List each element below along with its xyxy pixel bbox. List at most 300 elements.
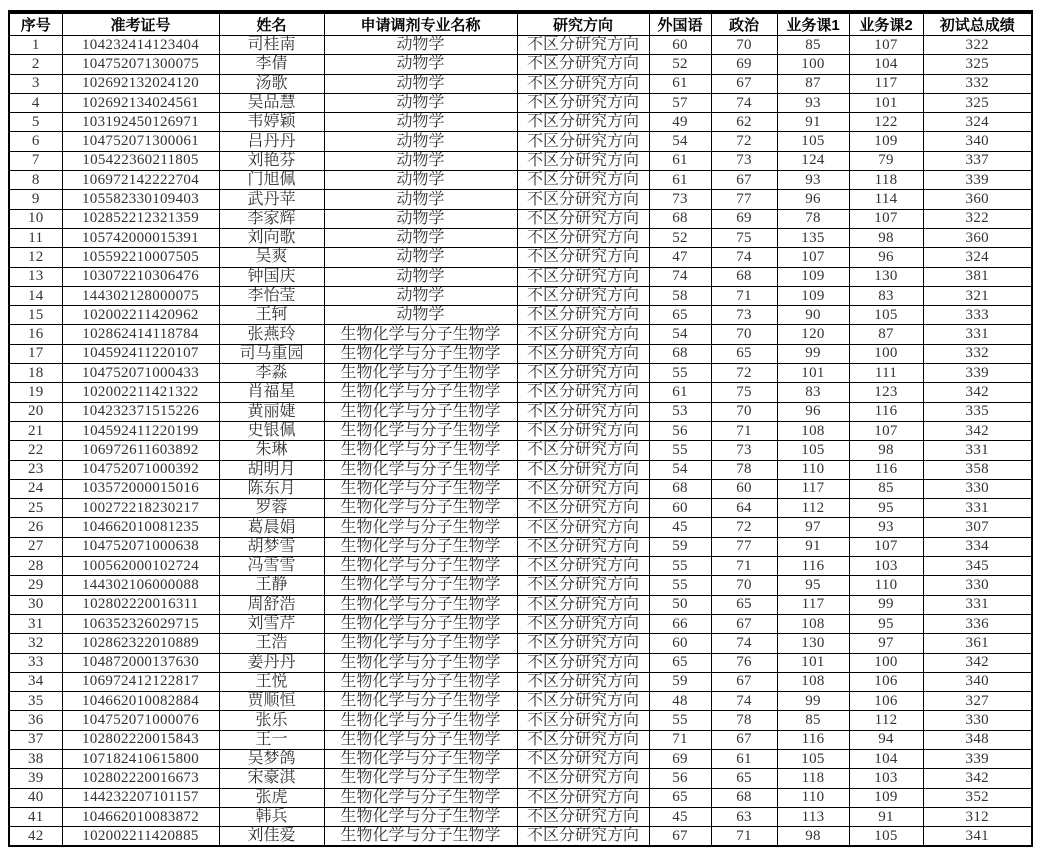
name-cell: 史银佩 — [219, 421, 324, 440]
exam-id-cell: 104752071000392 — [62, 460, 219, 479]
score-foreign-lang-cell: 52 — [649, 55, 711, 74]
major-cell: 生物化学与分子生物学 — [324, 421, 517, 440]
exam-id-cell: 106972611603892 — [62, 441, 219, 460]
score-course1-cell: 96 — [777, 402, 849, 421]
total-score-cell: 307 — [923, 518, 1032, 537]
score-course2-cell: 105 — [849, 827, 923, 846]
score-course2-cell: 79 — [849, 151, 923, 170]
total-score-cell: 341 — [923, 827, 1032, 846]
header-row — [9, 12, 1032, 36]
score-course1-cell: 108 — [777, 672, 849, 691]
score-course2-cell: 122 — [849, 113, 923, 132]
header-politics: 政治 — [711, 12, 777, 36]
exam-id-cell: 102002211421322 — [62, 383, 219, 402]
score-course1-cell: 83 — [777, 383, 849, 402]
exam-id-cell: 105582330109403 — [62, 190, 219, 209]
exam-id-cell: 144302106000088 — [62, 576, 219, 595]
total-score-cell: 331 — [923, 325, 1032, 344]
major-cell: 动物学 — [324, 209, 517, 228]
score-politics-cell: 69 — [711, 209, 777, 228]
total-score-cell: 330 — [923, 479, 1032, 498]
score-course2-cell: 112 — [849, 711, 923, 730]
name-cell: 刘向歌 — [219, 228, 324, 247]
row-number-cell: 9 — [9, 190, 62, 209]
row-number-cell: 8 — [9, 171, 62, 190]
exam-id-cell: 102692132024120 — [62, 74, 219, 93]
major-cell: 生物化学与分子生物学 — [324, 537, 517, 556]
score-foreign-lang-cell: 65 — [649, 788, 711, 807]
table-row — [9, 730, 1032, 749]
score-course1-cell: 78 — [777, 209, 849, 228]
major-cell: 生物化学与分子生物学 — [324, 614, 517, 633]
major-cell: 动物学 — [324, 132, 517, 151]
score-foreign-lang-cell: 59 — [649, 672, 711, 691]
name-cell: 罗蓉 — [219, 499, 324, 518]
score-table-header — [9, 12, 1032, 36]
major-cell: 生物化学与分子生物学 — [324, 344, 517, 363]
name-cell: 李家辉 — [219, 209, 324, 228]
score-course2-cell: 83 — [849, 286, 923, 305]
name-cell: 刘雪芹 — [219, 614, 324, 633]
table-row — [9, 209, 1032, 228]
score-foreign-lang-cell: 61 — [649, 383, 711, 402]
score-course2-cell: 98 — [849, 441, 923, 460]
score-course1-cell: 90 — [777, 306, 849, 325]
row-number-cell: 12 — [9, 248, 62, 267]
direction-cell: 不区分研究方向 — [517, 595, 649, 614]
major-cell: 生物化学与分子生物学 — [324, 460, 517, 479]
exam-id-cell: 104232414123404 — [62, 36, 219, 55]
score-foreign-lang-cell: 55 — [649, 711, 711, 730]
name-cell: 姜丹丹 — [219, 653, 324, 672]
score-course2-cell: 107 — [849, 36, 923, 55]
total-score-cell: 321 — [923, 286, 1032, 305]
score-foreign-lang-cell: 56 — [649, 769, 711, 788]
name-cell: 李淼 — [219, 364, 324, 383]
major-cell: 动物学 — [324, 93, 517, 112]
score-course1-cell: 96 — [777, 190, 849, 209]
major-cell: 生物化学与分子生物学 — [324, 479, 517, 498]
major-cell: 动物学 — [324, 36, 517, 55]
direction-cell: 不区分研究方向 — [517, 634, 649, 653]
major-cell: 生物化学与分子生物学 — [324, 653, 517, 672]
row-number-cell: 1 — [9, 36, 62, 55]
direction-cell: 不区分研究方向 — [517, 113, 649, 132]
name-cell: 汤歌 — [219, 74, 324, 93]
score-foreign-lang-cell: 48 — [649, 692, 711, 711]
score-politics-cell: 64 — [711, 499, 777, 518]
name-cell: 胡梦雪 — [219, 537, 324, 556]
score-politics-cell: 78 — [711, 460, 777, 479]
row-number-cell: 7 — [9, 151, 62, 170]
name-cell: 刘艳芬 — [219, 151, 324, 170]
major-cell: 生物化学与分子生物学 — [324, 325, 517, 344]
name-cell: 周舒浩 — [219, 595, 324, 614]
total-score-cell: 312 — [923, 807, 1032, 826]
direction-cell: 不区分研究方向 — [517, 383, 649, 402]
score-foreign-lang-cell: 65 — [649, 653, 711, 672]
score-course2-cell: 85 — [849, 479, 923, 498]
direction-cell: 不区分研究方向 — [517, 248, 649, 267]
row-number-cell: 38 — [9, 749, 62, 768]
score-politics-cell: 67 — [711, 614, 777, 633]
direction-cell: 不区分研究方向 — [517, 827, 649, 846]
score-course2-cell: 98 — [849, 228, 923, 247]
total-score-cell: 342 — [923, 653, 1032, 672]
direction-cell: 不区分研究方向 — [517, 576, 649, 595]
score-course1-cell: 100 — [777, 55, 849, 74]
score-course2-cell: 96 — [849, 248, 923, 267]
score-foreign-lang-cell: 71 — [649, 730, 711, 749]
row-number-cell: 14 — [9, 286, 62, 305]
score-course1-cell: 117 — [777, 595, 849, 614]
total-score-cell: 342 — [923, 421, 1032, 440]
name-cell: 贾顺恒 — [219, 692, 324, 711]
row-number-cell: 34 — [9, 672, 62, 691]
exam-id-cell: 102852212321359 — [62, 209, 219, 228]
score-politics-cell: 71 — [711, 557, 777, 576]
score-course2-cell: 114 — [849, 190, 923, 209]
row-number-cell: 30 — [9, 595, 62, 614]
name-cell: 吴爽 — [219, 248, 324, 267]
name-cell: 司桂南 — [219, 36, 324, 55]
table-row — [9, 171, 1032, 190]
score-course1-cell: 87 — [777, 74, 849, 93]
major-cell: 生物化学与分子生物学 — [324, 807, 517, 826]
score-course2-cell: 104 — [849, 55, 923, 74]
score-course2-cell: 100 — [849, 344, 923, 363]
table-row — [9, 93, 1032, 112]
major-cell: 动物学 — [324, 74, 517, 93]
direction-cell: 不区分研究方向 — [517, 692, 649, 711]
table-row — [9, 364, 1032, 383]
exam-id-cell: 104662010081235 — [62, 518, 219, 537]
name-cell: 吴品慧 — [219, 93, 324, 112]
score-politics-cell: 78 — [711, 711, 777, 730]
total-score-cell: 360 — [923, 228, 1032, 247]
name-cell: 韩兵 — [219, 807, 324, 826]
score-foreign-lang-cell: 68 — [649, 209, 711, 228]
name-cell: 吴梦鸽 — [219, 749, 324, 768]
table-row — [9, 769, 1032, 788]
total-score-cell: 322 — [923, 36, 1032, 55]
total-score-cell: 381 — [923, 267, 1032, 286]
name-cell: 吕丹丹 — [219, 132, 324, 151]
table-row — [9, 827, 1032, 846]
row-number-cell: 31 — [9, 614, 62, 633]
major-cell: 动物学 — [324, 286, 517, 305]
major-cell: 动物学 — [324, 228, 517, 247]
score-course1-cell: 130 — [777, 634, 849, 653]
table-row — [9, 306, 1032, 325]
table-row — [9, 460, 1032, 479]
row-number-cell: 22 — [9, 441, 62, 460]
direction-cell: 不区分研究方向 — [517, 267, 649, 286]
total-score-cell: 339 — [923, 171, 1032, 190]
score-course2-cell: 106 — [849, 692, 923, 711]
exam-id-cell: 102802220016311 — [62, 595, 219, 614]
table-row — [9, 441, 1032, 460]
total-score-cell: 325 — [923, 55, 1032, 74]
name-cell: 武丹苹 — [219, 190, 324, 209]
score-course1-cell: 105 — [777, 749, 849, 768]
table-row — [9, 788, 1032, 807]
score-politics-cell: 74 — [711, 692, 777, 711]
direction-cell: 不区分研究方向 — [517, 479, 649, 498]
total-score-cell: 348 — [923, 730, 1032, 749]
exam-id-cell: 102692134024561 — [62, 93, 219, 112]
header-exam-id: 准考证号 — [62, 12, 219, 36]
score-foreign-lang-cell: 54 — [649, 325, 711, 344]
direction-cell: 不区分研究方向 — [517, 344, 649, 363]
score-course1-cell: 101 — [777, 653, 849, 672]
total-score-cell: 339 — [923, 749, 1032, 768]
score-foreign-lang-cell: 66 — [649, 614, 711, 633]
score-course1-cell: 99 — [777, 692, 849, 711]
score-politics-cell: 60 — [711, 479, 777, 498]
major-cell: 生物化学与分子生物学 — [324, 402, 517, 421]
table-row — [9, 672, 1032, 691]
direction-cell: 不区分研究方向 — [517, 364, 649, 383]
score-foreign-lang-cell: 53 — [649, 402, 711, 421]
name-cell: 黄丽婕 — [219, 402, 324, 421]
score-course2-cell: 101 — [849, 93, 923, 112]
major-cell: 生物化学与分子生物学 — [324, 383, 517, 402]
score-foreign-lang-cell: 47 — [649, 248, 711, 267]
table-row — [9, 113, 1032, 132]
major-cell: 动物学 — [324, 267, 517, 286]
row-number-cell: 24 — [9, 479, 62, 498]
score-politics-cell: 72 — [711, 364, 777, 383]
exam-id-cell: 104752071000638 — [62, 537, 219, 556]
exam-id-cell: 106972142222704 — [62, 171, 219, 190]
name-cell: 张乐 — [219, 711, 324, 730]
score-course2-cell: 107 — [849, 209, 923, 228]
score-course1-cell: 98 — [777, 827, 849, 846]
exam-id-cell: 100562000102724 — [62, 557, 219, 576]
score-politics-cell: 65 — [711, 769, 777, 788]
score-course2-cell: 130 — [849, 267, 923, 286]
score-foreign-lang-cell: 68 — [649, 479, 711, 498]
direction-cell: 不区分研究方向 — [517, 653, 649, 672]
exam-id-cell: 105592210007505 — [62, 248, 219, 267]
row-number-cell: 23 — [9, 460, 62, 479]
score-politics-cell: 72 — [711, 132, 777, 151]
direction-cell: 不区分研究方向 — [517, 93, 649, 112]
score-course2-cell: 107 — [849, 537, 923, 556]
direction-cell: 不区分研究方向 — [517, 421, 649, 440]
table-row — [9, 325, 1032, 344]
name-cell: 宋豪淇 — [219, 769, 324, 788]
total-score-cell: 361 — [923, 634, 1032, 653]
score-course2-cell: 99 — [849, 595, 923, 614]
score-course2-cell: 118 — [849, 171, 923, 190]
score-course1-cell: 135 — [777, 228, 849, 247]
exam-id-cell: 102862414118784 — [62, 325, 219, 344]
row-number-cell: 40 — [9, 788, 62, 807]
exam-id-cell: 102002211420962 — [62, 306, 219, 325]
score-foreign-lang-cell: 61 — [649, 74, 711, 93]
exam-id-cell: 104752071000433 — [62, 364, 219, 383]
exam-id-cell: 104872000137630 — [62, 653, 219, 672]
name-cell: 王悦 — [219, 672, 324, 691]
header-name: 姓名 — [219, 12, 324, 36]
header-foreign-lang: 外国语 — [649, 12, 711, 36]
name-cell: 葛晨娟 — [219, 518, 324, 537]
direction-cell: 不区分研究方向 — [517, 672, 649, 691]
direction-cell: 不区分研究方向 — [517, 402, 649, 421]
direction-cell: 不区分研究方向 — [517, 499, 649, 518]
score-politics-cell: 70 — [711, 325, 777, 344]
exam-id-cell: 104592411220199 — [62, 421, 219, 440]
direction-cell: 不区分研究方向 — [517, 537, 649, 556]
score-table-body — [9, 36, 1032, 846]
score-course1-cell: 93 — [777, 171, 849, 190]
table-row — [9, 228, 1032, 247]
score-foreign-lang-cell: 49 — [649, 113, 711, 132]
header-course1: 业务课1 — [777, 12, 849, 36]
score-politics-cell: 74 — [711, 93, 777, 112]
direction-cell: 不区分研究方向 — [517, 55, 649, 74]
score-politics-cell: 65 — [711, 595, 777, 614]
total-score-cell: 331 — [923, 595, 1032, 614]
exam-id-cell: 107182410615800 — [62, 749, 219, 768]
score-foreign-lang-cell: 68 — [649, 344, 711, 363]
direction-cell: 不区分研究方向 — [517, 190, 649, 209]
score-course1-cell: 120 — [777, 325, 849, 344]
table-row — [9, 267, 1032, 286]
score-politics-cell: 73 — [711, 441, 777, 460]
name-cell: 胡明月 — [219, 460, 324, 479]
table-row — [9, 653, 1032, 672]
table-row — [9, 36, 1032, 55]
score-course1-cell: 109 — [777, 267, 849, 286]
exam-id-cell: 104232371515226 — [62, 402, 219, 421]
table-row — [9, 749, 1032, 768]
exam-id-cell: 104752071300061 — [62, 132, 219, 151]
header-direction: 研究方向 — [517, 12, 649, 36]
score-politics-cell: 71 — [711, 827, 777, 846]
score-course2-cell: 94 — [849, 730, 923, 749]
score-course1-cell: 105 — [777, 441, 849, 460]
direction-cell: 不区分研究方向 — [517, 460, 649, 479]
name-cell: 王静 — [219, 576, 324, 595]
major-cell: 动物学 — [324, 248, 517, 267]
direction-cell: 不区分研究方向 — [517, 228, 649, 247]
score-course1-cell: 124 — [777, 151, 849, 170]
score-course2-cell: 103 — [849, 557, 923, 576]
score-course1-cell: 118 — [777, 769, 849, 788]
total-score-cell: 360 — [923, 190, 1032, 209]
name-cell: 张燕玲 — [219, 325, 324, 344]
table-row — [9, 286, 1032, 305]
direction-cell: 不区分研究方向 — [517, 788, 649, 807]
score-course2-cell: 111 — [849, 364, 923, 383]
score-course2-cell: 110 — [849, 576, 923, 595]
score-politics-cell: 63 — [711, 807, 777, 826]
row-number-cell: 4 — [9, 93, 62, 112]
score-course2-cell: 123 — [849, 383, 923, 402]
total-score-cell: 345 — [923, 557, 1032, 576]
total-score-cell: 336 — [923, 614, 1032, 633]
score-course2-cell: 109 — [849, 788, 923, 807]
score-foreign-lang-cell: 61 — [649, 171, 711, 190]
row-number-cell: 35 — [9, 692, 62, 711]
score-politics-cell: 71 — [711, 421, 777, 440]
score-foreign-lang-cell: 45 — [649, 518, 711, 537]
table-row — [9, 479, 1032, 498]
row-number-cell: 19 — [9, 383, 62, 402]
score-foreign-lang-cell: 52 — [649, 228, 711, 247]
name-cell: 王轲 — [219, 306, 324, 325]
score-politics-cell: 69 — [711, 55, 777, 74]
header-major: 申请调剂专业名称 — [324, 12, 517, 36]
name-cell: 刘佳爱 — [219, 827, 324, 846]
total-score-cell: 340 — [923, 132, 1032, 151]
table-row — [9, 55, 1032, 74]
table-row — [9, 807, 1032, 826]
score-course2-cell: 91 — [849, 807, 923, 826]
exam-id-cell: 106972412122817 — [62, 672, 219, 691]
exam-id-cell: 102802220015843 — [62, 730, 219, 749]
exam-id-cell: 100272218230217 — [62, 499, 219, 518]
direction-cell: 不区分研究方向 — [517, 807, 649, 826]
score-foreign-lang-cell: 59 — [649, 537, 711, 556]
score-course2-cell: 100 — [849, 653, 923, 672]
major-cell: 生物化学与分子生物学 — [324, 711, 517, 730]
score-politics-cell: 76 — [711, 653, 777, 672]
score-politics-cell: 67 — [711, 74, 777, 93]
row-number-cell: 2 — [9, 55, 62, 74]
direction-cell: 不区分研究方向 — [517, 325, 649, 344]
total-score-cell: 352 — [923, 788, 1032, 807]
score-course1-cell: 85 — [777, 711, 849, 730]
total-score-cell: 324 — [923, 113, 1032, 132]
major-cell: 动物学 — [324, 113, 517, 132]
exam-id-cell: 103192450126971 — [62, 113, 219, 132]
score-foreign-lang-cell: 50 — [649, 595, 711, 614]
row-number-cell: 28 — [9, 557, 62, 576]
row-number-cell: 6 — [9, 132, 62, 151]
table-row — [9, 151, 1032, 170]
header-total-score: 初试总成绩 — [923, 12, 1032, 36]
score-politics-cell: 71 — [711, 286, 777, 305]
exam-id-cell: 104752071300075 — [62, 55, 219, 74]
score-course2-cell: 106 — [849, 672, 923, 691]
direction-cell: 不区分研究方向 — [517, 769, 649, 788]
table-row — [9, 576, 1032, 595]
score-course1-cell: 116 — [777, 730, 849, 749]
direction-cell: 不区分研究方向 — [517, 749, 649, 768]
score-politics-cell: 74 — [711, 634, 777, 653]
score-foreign-lang-cell: 69 — [649, 749, 711, 768]
total-score-cell: 331 — [923, 441, 1032, 460]
score-course2-cell: 107 — [849, 421, 923, 440]
score-foreign-lang-cell: 55 — [649, 557, 711, 576]
table-row — [9, 595, 1032, 614]
score-politics-cell: 70 — [711, 36, 777, 55]
exam-id-cell: 105742000015391 — [62, 228, 219, 247]
score-foreign-lang-cell: 55 — [649, 441, 711, 460]
major-cell: 生物化学与分子生物学 — [324, 576, 517, 595]
row-number-cell: 16 — [9, 325, 62, 344]
row-number-cell: 29 — [9, 576, 62, 595]
table-row — [9, 634, 1032, 653]
score-foreign-lang-cell: 45 — [649, 807, 711, 826]
total-score-cell: 322 — [923, 209, 1032, 228]
score-course1-cell: 91 — [777, 537, 849, 556]
major-cell: 生物化学与分子生物学 — [324, 634, 517, 653]
